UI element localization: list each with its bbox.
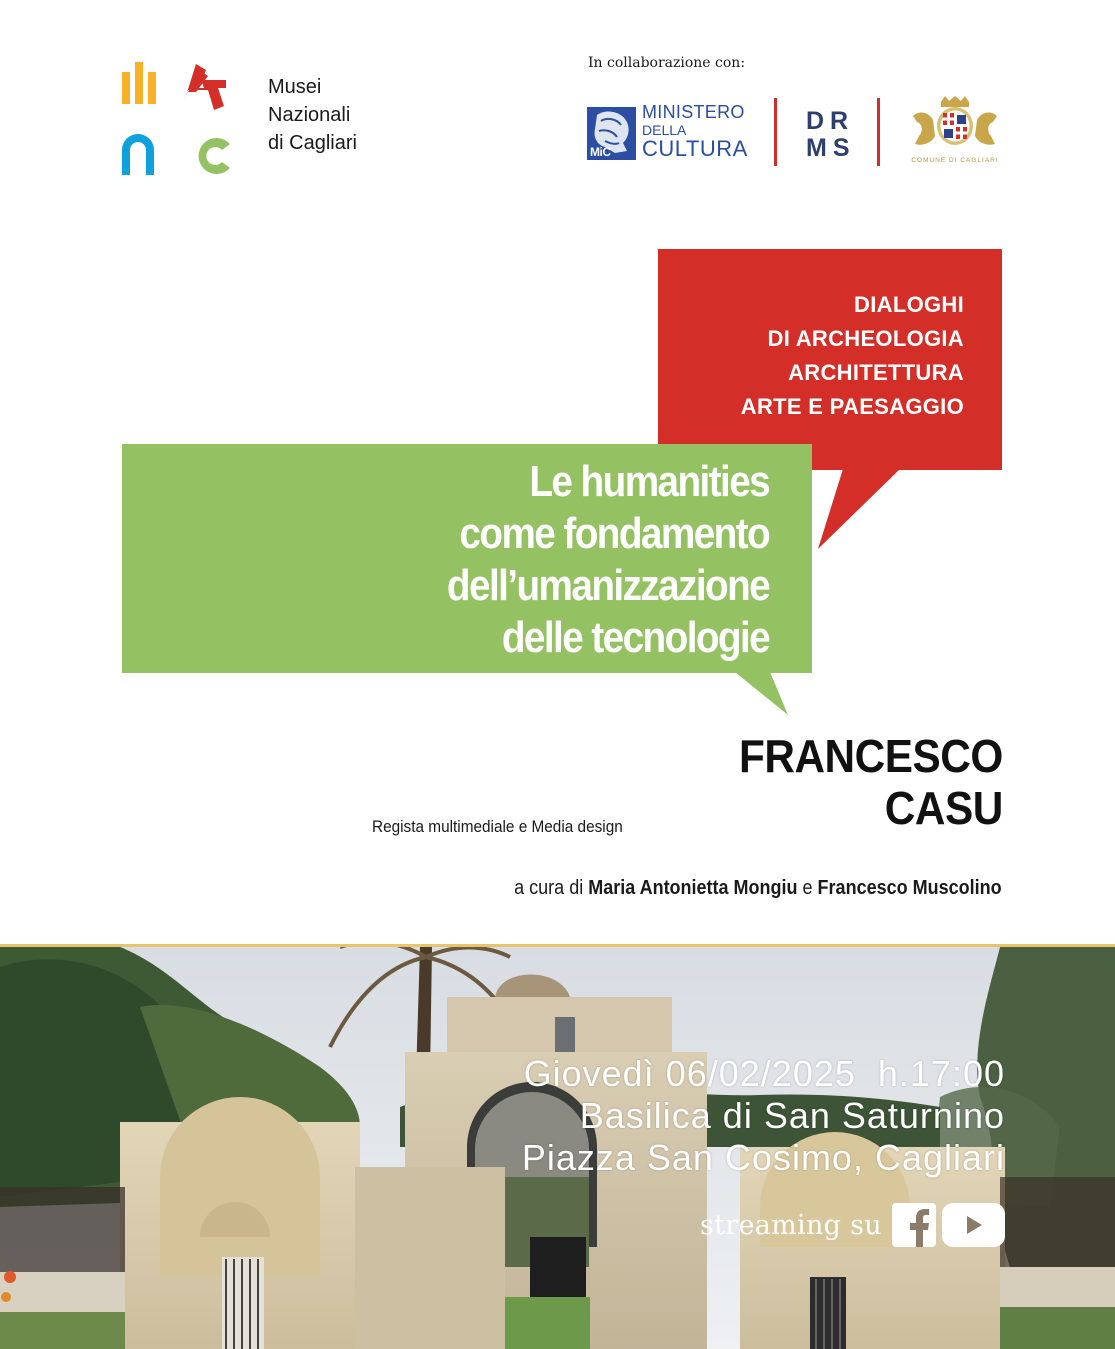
speaker-name-line: CASU xyxy=(884,782,1003,834)
series-line: DIALOGHI xyxy=(854,292,964,317)
mic-line: MINISTERO xyxy=(642,102,745,122)
series-line: ARCHITETTURA xyxy=(788,360,964,385)
series-line: DI ARCHEOLOGIA xyxy=(767,326,964,351)
mic-line: CULTURA xyxy=(642,136,748,161)
talk-title-line: dell’umanizzazione xyxy=(446,561,769,610)
curators xyxy=(515,877,1002,900)
curators-prefix: a cura di xyxy=(514,877,584,899)
speaker-name xyxy=(739,730,1003,834)
event-venue: Basilica di San Saturnino xyxy=(579,1095,1005,1136)
museum-name-line: Nazionali xyxy=(268,104,351,126)
event-date-time: Giovedì 06/02/2025 h.17:00 xyxy=(523,1053,1005,1094)
collaboration-label: In collaborazione con: xyxy=(588,55,746,71)
drms-line: DR xyxy=(806,107,855,135)
streaming-label: streaming su xyxy=(699,1209,882,1241)
curator-name: Francesco Muscolino xyxy=(817,877,1002,899)
talk-title-line: delle tecnologie xyxy=(501,613,769,662)
speaker-role: Regista multimediale e Media design xyxy=(372,818,623,836)
museum-name-line: di Cagliari xyxy=(268,132,357,154)
event-info xyxy=(522,1053,1005,1179)
drms-line: MS xyxy=(806,134,856,162)
mic-line: DELLA xyxy=(642,122,687,138)
mic-badge: MiC xyxy=(590,145,611,159)
speaker-name-line: FRANCESCO xyxy=(739,730,1003,782)
museum-name-line: Musei xyxy=(268,76,322,98)
cagliari-caption: COMUNE DI CAGLIARI xyxy=(911,157,999,164)
talk-title xyxy=(447,456,769,664)
streaming-row xyxy=(700,1203,1005,1247)
event-address: Piazza San Cosimo, Cagliari xyxy=(521,1137,1005,1178)
talk-bubble xyxy=(122,444,812,673)
talk-title-line: Le humanities xyxy=(529,457,769,506)
series-line: ARTE E PAESAGGIO xyxy=(740,394,964,419)
curator-name: Maria Antonietta Mongiu xyxy=(588,877,798,899)
facebook-icon[interactable] xyxy=(892,1203,936,1247)
youtube-icon[interactable] xyxy=(942,1203,1005,1247)
curators-conjunction: e xyxy=(802,877,813,899)
talk-title-line: come fondamento xyxy=(459,509,769,558)
